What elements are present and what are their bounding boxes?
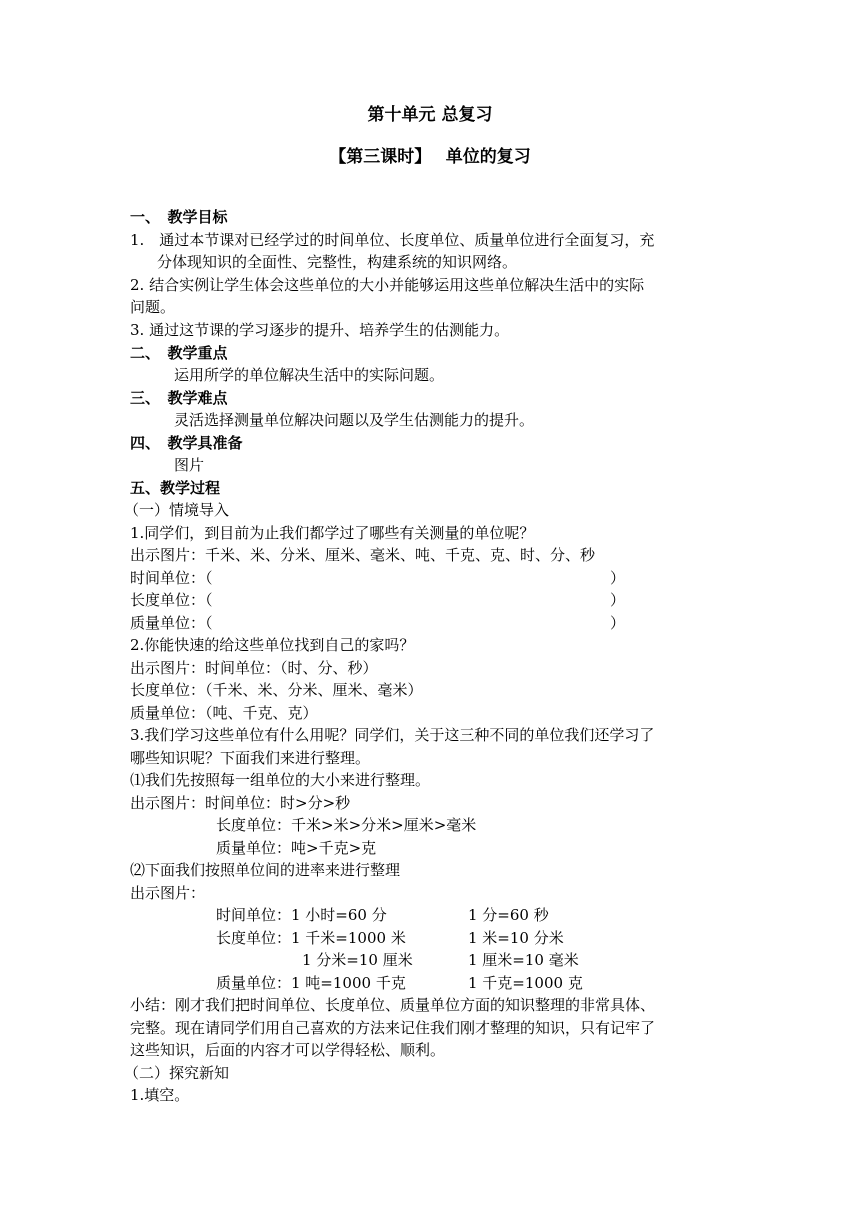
section-materials-heading: 四、 教学具准备	[130, 434, 243, 452]
section-process-heading: 五、教学过程	[130, 479, 221, 497]
goal-1-line-2: 分体现知识的全面性、完整性，构建系统的知识网络。	[157, 253, 518, 271]
blank-time-close: ）	[610, 569, 626, 587]
organize-by-rate: ⑵下面我们按照单位间的进率来进行整理	[130, 861, 401, 879]
section-focus-heading: 二、 教学重点	[130, 344, 228, 362]
rate-mass-2: 1 千克=1000 克	[468, 974, 583, 992]
goal-1-line-1: 1. 通过本节课对已经学过的时间单位、长度单位、质量单位进行全面复习，充	[130, 231, 655, 249]
answer-time-units: 出示图片：时间单位：（时、分、秒）	[130, 659, 378, 677]
goal-2-line-2: 问题。	[130, 298, 176, 316]
unit-title: 第十单元 总复习	[367, 105, 493, 125]
blank-mass-units: 质量单位：（	[130, 614, 213, 632]
subsection-explore: （二）探究新知	[124, 1064, 230, 1082]
summary-line-1: 小结：刚才我们把时间单位、长度单位、质量单位方面的知识整理的非常具体、	[130, 996, 656, 1014]
question-2: 2.你能快速的给这些单位找到自己的家吗？	[130, 636, 415, 654]
rate-length-4: 1 厘米=10 毫米	[468, 951, 579, 969]
blank-mass-close: ）	[610, 614, 626, 632]
show-picture-units: 出示图片：千米、米、分米、厘米、毫米、吨、千克、克、时、分、秒	[130, 546, 596, 564]
answer-length-units: 长度单位：（千米、米、分米、厘米、毫米）	[130, 681, 423, 699]
difficulty-text: 灵活选择测量单位解决问题以及学生估测能力的提升。	[174, 411, 535, 429]
fill-in-heading: 1.填空。	[130, 1086, 190, 1104]
rate-time-1: 时间单位：1 小时=60 分	[216, 906, 387, 924]
size-length-units: 长度单位：千米>米>分米>厘米>毫米	[216, 816, 477, 834]
materials-text: 图片	[174, 456, 205, 474]
lesson-title: 【第三课时】 单位的复习	[329, 147, 531, 167]
size-mass-units: 质量单位：吨>千克>克	[216, 839, 377, 857]
question-3-line-2: 哪些知识呢？下面我们来进行整理。	[130, 749, 371, 767]
blank-time-units: 时间单位：（	[130, 569, 213, 587]
size-time-units: 出示图片：时间单位：时>分>秒	[130, 794, 351, 812]
organize-by-size: ⑴我们先按照每一组单位的大小来进行整理。	[130, 771, 431, 789]
rate-length-3: 1 分米=10 厘米	[302, 951, 413, 969]
focus-text: 运用所学的单位解决生活中的实际问题。	[174, 366, 445, 384]
show-picture-rates: 出示图片：	[130, 884, 206, 902]
blank-length-units: 长度单位：（	[130, 591, 213, 609]
blank-length-close: ）	[610, 591, 626, 609]
rate-length-2: 1 米=10 分米	[468, 929, 564, 947]
rate-mass-1: 质量单位：1 吨=1000 千克	[216, 974, 406, 992]
summary-line-2: 完整。现在请同学们用自己喜欢的方法来记住我们刚才整理的知识，只有记牢了	[130, 1019, 656, 1037]
section-goals-heading: 一、 教学目标	[130, 208, 228, 226]
goal-2-line-1: 2. 结合实例让学生体会这些单位的大小并能够运用这些单位解决生活中的实际	[130, 276, 645, 294]
answer-mass-units: 质量单位：（吨、千克、克）	[130, 704, 318, 722]
goal-3: 3. 通过这节课的学习逐步的提升、培养学生的估测能力。	[130, 321, 510, 339]
question-3-line-1: 3.我们学习这些单位有什么用呢？同学们，关于这三种不同的单位我们还学习了	[130, 726, 655, 744]
subsection-intro: （一）情境导入	[124, 501, 230, 519]
rate-length-1: 长度单位：1 千米=1000 米	[216, 929, 406, 947]
summary-line-3: 这些知识，后面的内容才可以学得轻松、顺利。	[130, 1041, 446, 1059]
question-1: 1.同学们，到目前为止我们都学过了哪些有关测量的单位呢？	[130, 524, 535, 542]
rate-time-2: 1 分=60 秒	[468, 906, 549, 924]
section-difficulty-heading: 三、 教学难点	[130, 389, 228, 407]
